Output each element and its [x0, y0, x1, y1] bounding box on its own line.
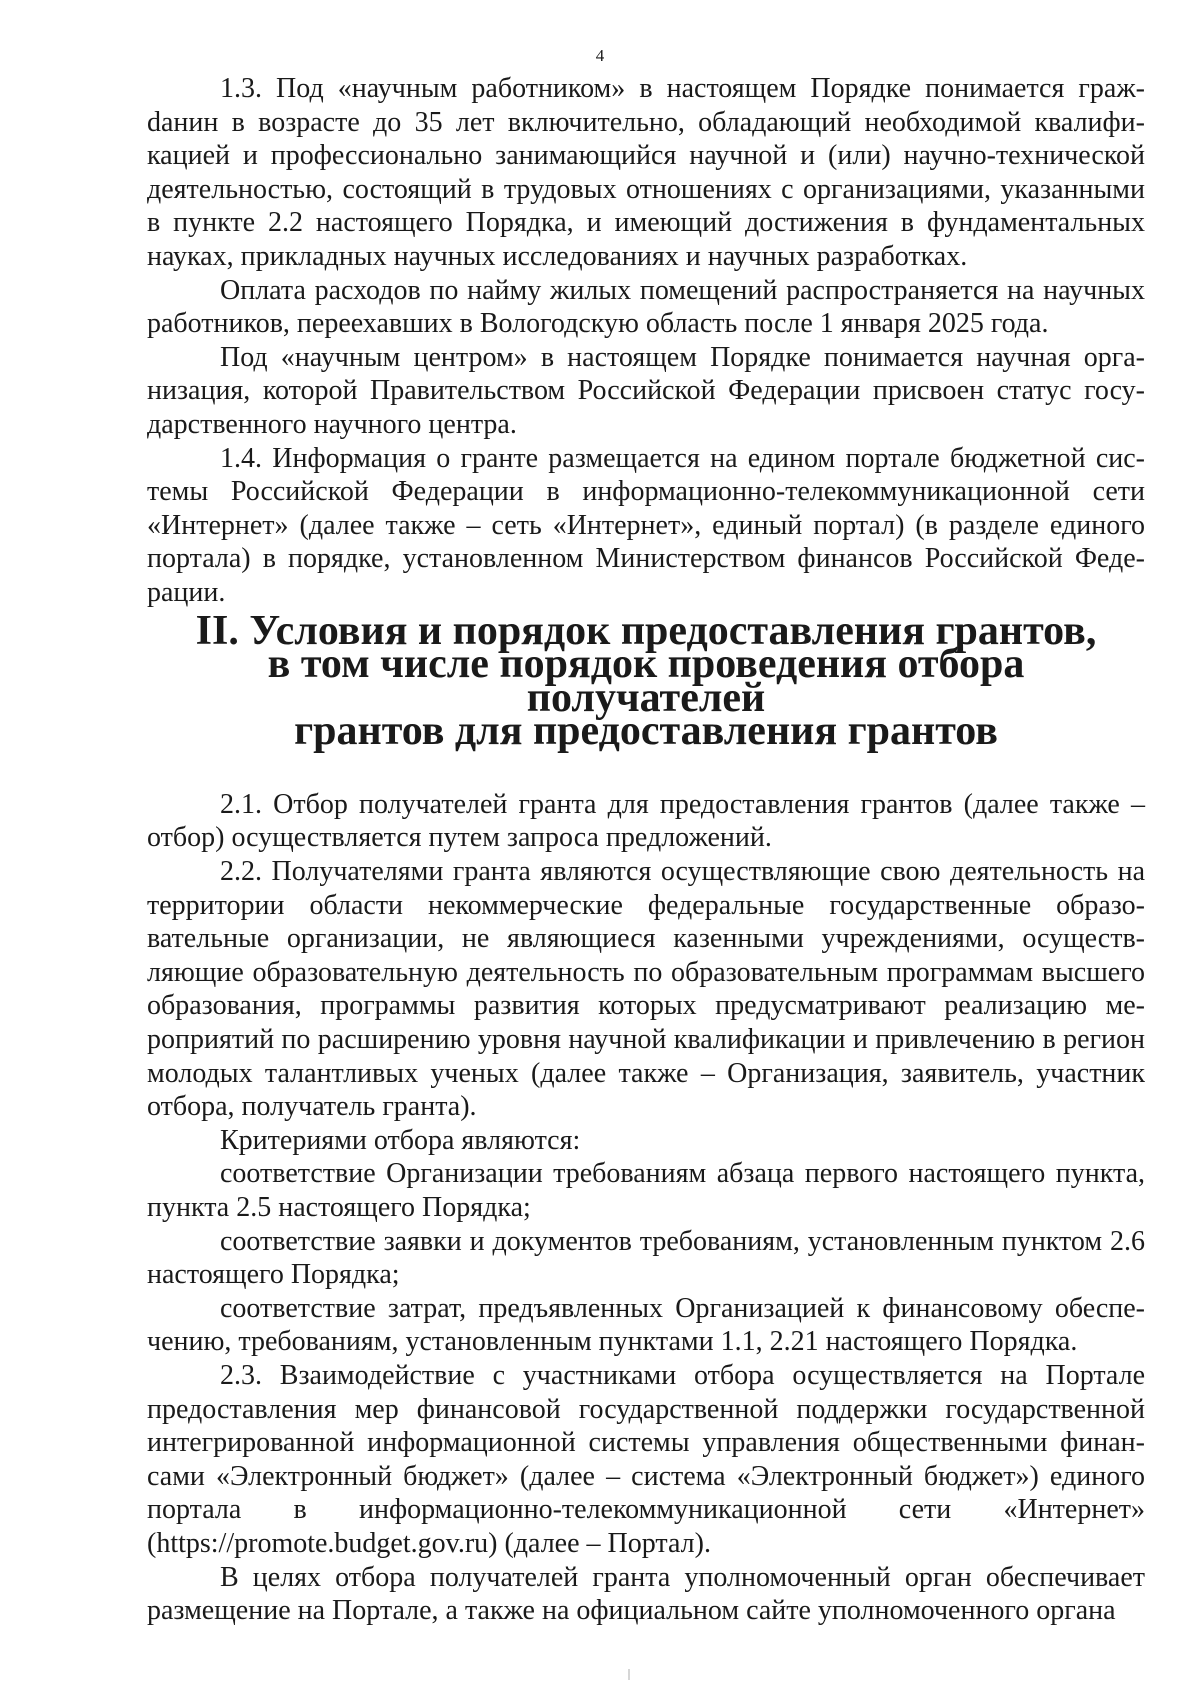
section-heading-line: грантов для предоставления грантов [294, 708, 998, 755]
section-heading [147, 607, 1145, 755]
paragraph-criterion-application: соответствие заявки и документов требованиям, установленным пунктом 2.6 настоящего Порядка; [147, 1225, 1145, 1291]
section-heading-line: в том числе порядок проведения отбора получателей [267, 641, 1025, 721]
page-number: 4 [595, 46, 605, 65]
paragraph-1-3: 1.3. Под «научным работником» в настоящем Порядке понимается гражdанин в возрасте до 35 лет включительно, обладающий необходимой квалификацией и профессионально занимающийся научной и (или) научно-технической деятельностью, состоящий в трудовых отношениях с организациями, указанными в пункте 2.2 настоящего Порядка, и имеющий достижения в фундаментальных науках, прикладных научных исследованиях и научных разработках. [147, 73, 1145, 272]
paragraph-criterion-organization: соответствие Организации требованиям абзаца первого настоящего пункта, пункта 2.5 настоящего Порядка; [147, 1158, 1145, 1223]
paragraph-scientific-center: Под «научным центром» в настоящем Порядке понимается научная организация, которой Правительством Российской Федерации присвоен статус государственного научного центра. [147, 341, 1145, 440]
paragraph-housing-payment: Оплата расходов по найму жилых помещений распространяется на научных работников, переехавших в Вологодскую область после 1 января 2025 года. [147, 274, 1145, 340]
paragraph-2-2: 2.2. Получателями гранта являются осуществляющие свою деятельность на территории области некоммерческие федеральные государственные образовательные организации, не являющиеся казенными учреждениями, осуществляющие образовательную деятельность по образовательным программам высшего образования, программы развития которых предусматривают реализацию мероприятий по расширению уровня научной квалификации и привлечению в регион молодых талантливых ученых (далее также – Организация, заявитель, участник отбора, получатель гранта). [147, 856, 1145, 1123]
paragraph-criterion-costs: соответствие затрат, предъявленных Организацией к финансовому обеспечению, требованиям, установленным пунктами 1.1, 2.21 настоящего Порядка. [147, 1292, 1145, 1358]
paragraph-1-4: 1.4. Информация о гранте размещается на едином портале бюджетной системы Российской Федерации в информационно-телекоммуникационной сети «Интернет» (далее также – сеть «Интернет», единый портал) (в разделе единого портала) в порядке, установленном Министерством финансов Российской Федерации. [147, 442, 1145, 608]
paragraph-2-3: 2.3. Взаимодействие с участниками отбора осуществляется на Портале предоставления мер финансовой государственной поддержки государственной интегрированной информационной системы управления общественными финансами «Электронный бюджет» (далее – система «Электронный бюджет») единого портала в информационно-телекоммуникационной сети «Интернет» (https://promote.budget.gov.ru) (далее – Портал). [147, 1359, 1145, 1559]
section-heading-line: II. Условия и порядок предоставления грантов, [195, 607, 1097, 654]
paragraph-portal-publication: В целях отбора получателей гранта уполномоченный орган обеспечивает размещение на Портале, а также на официальном сайте уполномоченного органа [147, 1561, 1145, 1627]
paragraph-2-1: 2.1. Отбор получателей гранта для предоставления грантов (далее также – отбор) осуществляется путем запроса предложений. [147, 788, 1145, 854]
scan-mark [628, 1669, 630, 1680]
document-body [147, 72, 1145, 1628]
paragraph-criteria-intro: Критериями отбора являются: [220, 1124, 581, 1156]
